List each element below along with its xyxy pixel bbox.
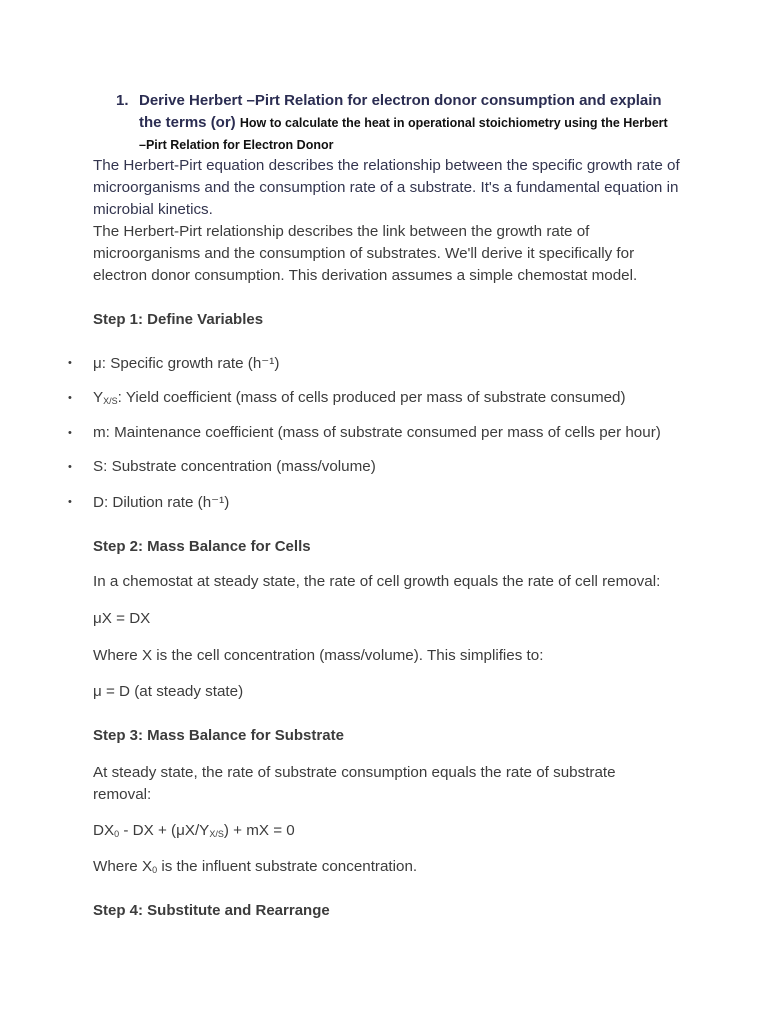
- list-item-yield: $Y_{X/S}$: Yield coefficient (mass of cells produced per mass of substrate consumed): [93, 389, 626, 406]
- bullet-marker: •: [68, 357, 72, 369]
- bullet-marker: •: [68, 427, 72, 439]
- intro-paragraph-1: The Herbert-Pirt equation describes the relationship between the specific growth rate of microorganisms and the consumption rate of a substrate. It's a fundamental equation in microbial kinetics.: [93, 157, 680, 218]
- heading-title: Derive Herbert –Pirt Relation for electron donor consumption and explain the terms (or): [139, 92, 662, 131]
- list-item-dilution: D: Dilution rate (h⁻¹): [93, 494, 230, 511]
- bullet-marker: •: [68, 392, 72, 404]
- step-3-title: Step 3: Mass Balance for Substrate: [93, 727, 344, 744]
- heading-subtitle: How to calculate the heat in operational stoichiometry using the Herbert –Pirt Relation for Electron Donor: [139, 116, 668, 152]
- step-3-text-1: At steady state, the rate of substrate consumption equals the rate of substrate removal:: [93, 764, 616, 803]
- list-item-mu: μ: Specific growth rate (h⁻¹): [93, 355, 280, 372]
- step-3-equation: $DX_0$ - DX + $(\mu X/Y_{X/S})$ + mX = 0: [93, 822, 295, 839]
- step-2-text-2: Where X is the cell concentration (mass/volume). This simplifies to:: [93, 647, 544, 664]
- step-2-text-1: In a chemostat at steady state, the rate of cell growth equals the rate of cell removal:: [93, 573, 661, 590]
- section-heading: [116, 90, 676, 156]
- step-4-title: Step 4: Substitute and Rearrange: [93, 902, 330, 919]
- intro-paragraph-2: The Herbert-Pirt relationship describes the link between the growth rate of microorganisms and the consumption of substrates. We'll derive it specifically for electron donor consumption. This derivation assumes a simple chemostat model.: [93, 223, 638, 284]
- step-2-equation-2: μ = D (at steady state): [93, 683, 244, 700]
- step-2-equation-1: μX = DX: [93, 610, 151, 627]
- list-item-substrate: S: Substrate concentration (mass/volume): [93, 458, 376, 475]
- list-item-maintenance: m: Maintenance coefficient (mass of substrate consumed per mass of cells per hour): [93, 424, 661, 441]
- step-1-title: Step 1: Define Variables: [93, 311, 264, 328]
- step-3-where: Where $X_0$ is the influent substrate concentration.: [93, 858, 418, 875]
- step-2-title: Step 2: Mass Balance for Cells: [93, 538, 311, 555]
- bullet-marker: •: [68, 496, 72, 508]
- heading-number: 1.: [116, 92, 129, 109]
- bullet-marker: •: [68, 461, 72, 473]
